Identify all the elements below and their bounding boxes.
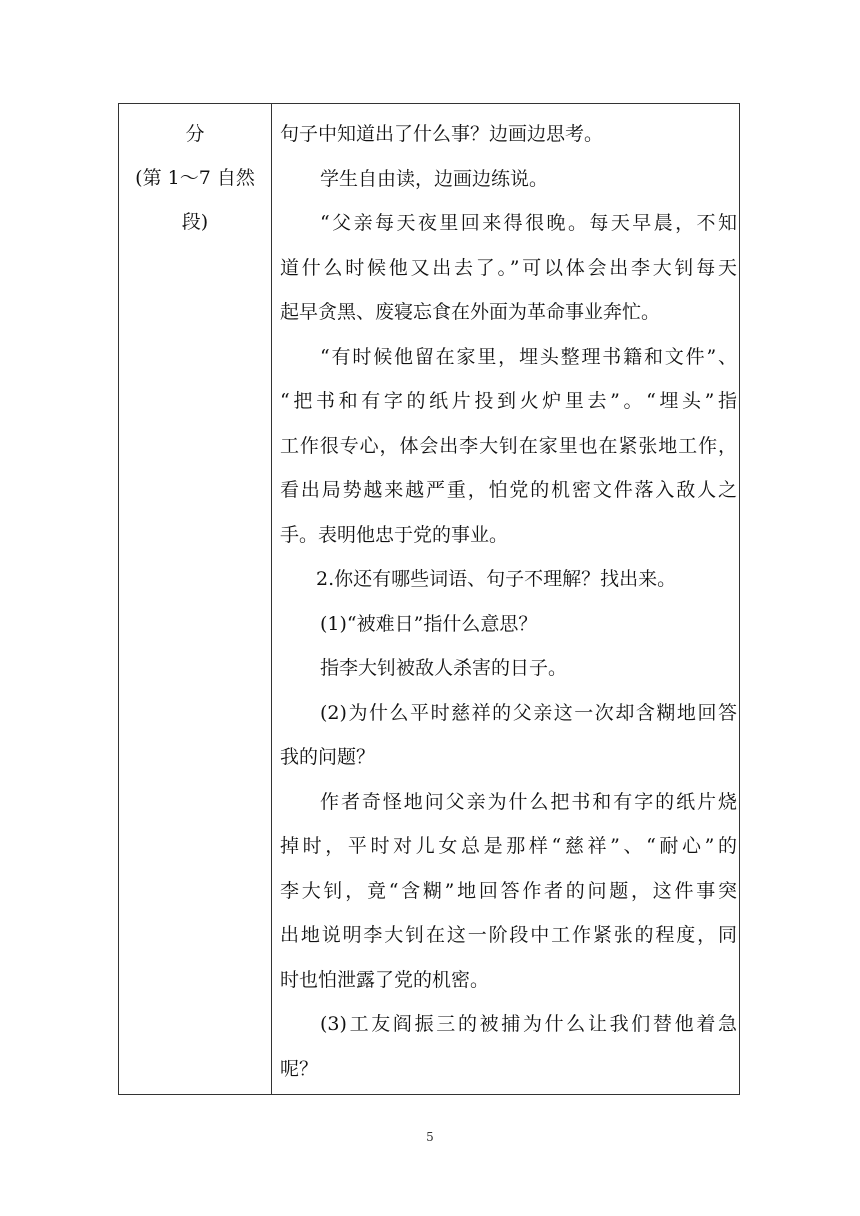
content-line: 起早贪黑、废寝忘食在外面为革命事业奔忙。 <box>280 301 661 323</box>
content-line: “父亲每天夜里回来得很晚。每天早晨，不知 <box>320 212 737 234</box>
content-line: 作者奇怪地问父亲为什么把书和有字的纸片烧 <box>320 790 737 813</box>
section-label-line: 分 <box>185 123 205 145</box>
section-label-cell <box>119 104 272 1094</box>
content-line: 掉时，平时对儿女总是那样“慈祥”、“耐心”的 <box>280 835 737 857</box>
page-number: 5 <box>426 1130 434 1144</box>
content-line: 学生自由读，边画边练说。 <box>320 167 549 190</box>
lesson-content-cell <box>272 104 739 1094</box>
content-line: 2.你还有哪些词语、句子不理解？找出来。 <box>316 568 677 590</box>
section-label-line: 段) <box>181 211 209 233</box>
content-line: (3)工友阎振三的被捕为什么让我们替他着急 <box>320 1013 737 1035</box>
content-line: “把书和有字的纸片投到火炉里去”。“埋头”指 <box>280 390 737 412</box>
content-line: (1)“被难日”指什么意思？ <box>320 612 538 635</box>
section-label-line: (第 1～7 自然 <box>135 167 255 189</box>
content-line: 时也怕泄露了党的机密。 <box>280 968 490 991</box>
content-line: (2)为什么平时慈祥的父亲这一次却含糊地回答 <box>320 701 737 724</box>
content-line: 呢？ <box>280 1057 319 1080</box>
content-line: 工作很专心，体会出李大钊在家里也在紧张地工作， <box>280 434 737 457</box>
content-line: 手。表明他忠于党的事业。 <box>280 523 509 546</box>
content-line: 李大钊，竟“含糊”地回答作者的问题，这件事突 <box>280 879 737 902</box>
content-line: 指李大钊被敌人杀害的日子。 <box>320 657 568 679</box>
content-line: 道什么时候他又出去了。”可以体会出李大钊每天 <box>280 256 737 279</box>
content-line: 看出局势越来越严重，怕党的机密文件落入敌人之 <box>280 479 737 501</box>
content-line: 句子中知道出了什么事？边画边思考。 <box>280 123 604 145</box>
content-line: “有时候他留在家里，埋头整理书籍和文件”、 <box>320 345 737 368</box>
lesson-table <box>118 103 740 1095</box>
content-line: 出地说明李大钊在这一阶段中工作紧张的程度，同 <box>280 924 737 946</box>
content-line: 我的问题？ <box>280 746 376 768</box>
